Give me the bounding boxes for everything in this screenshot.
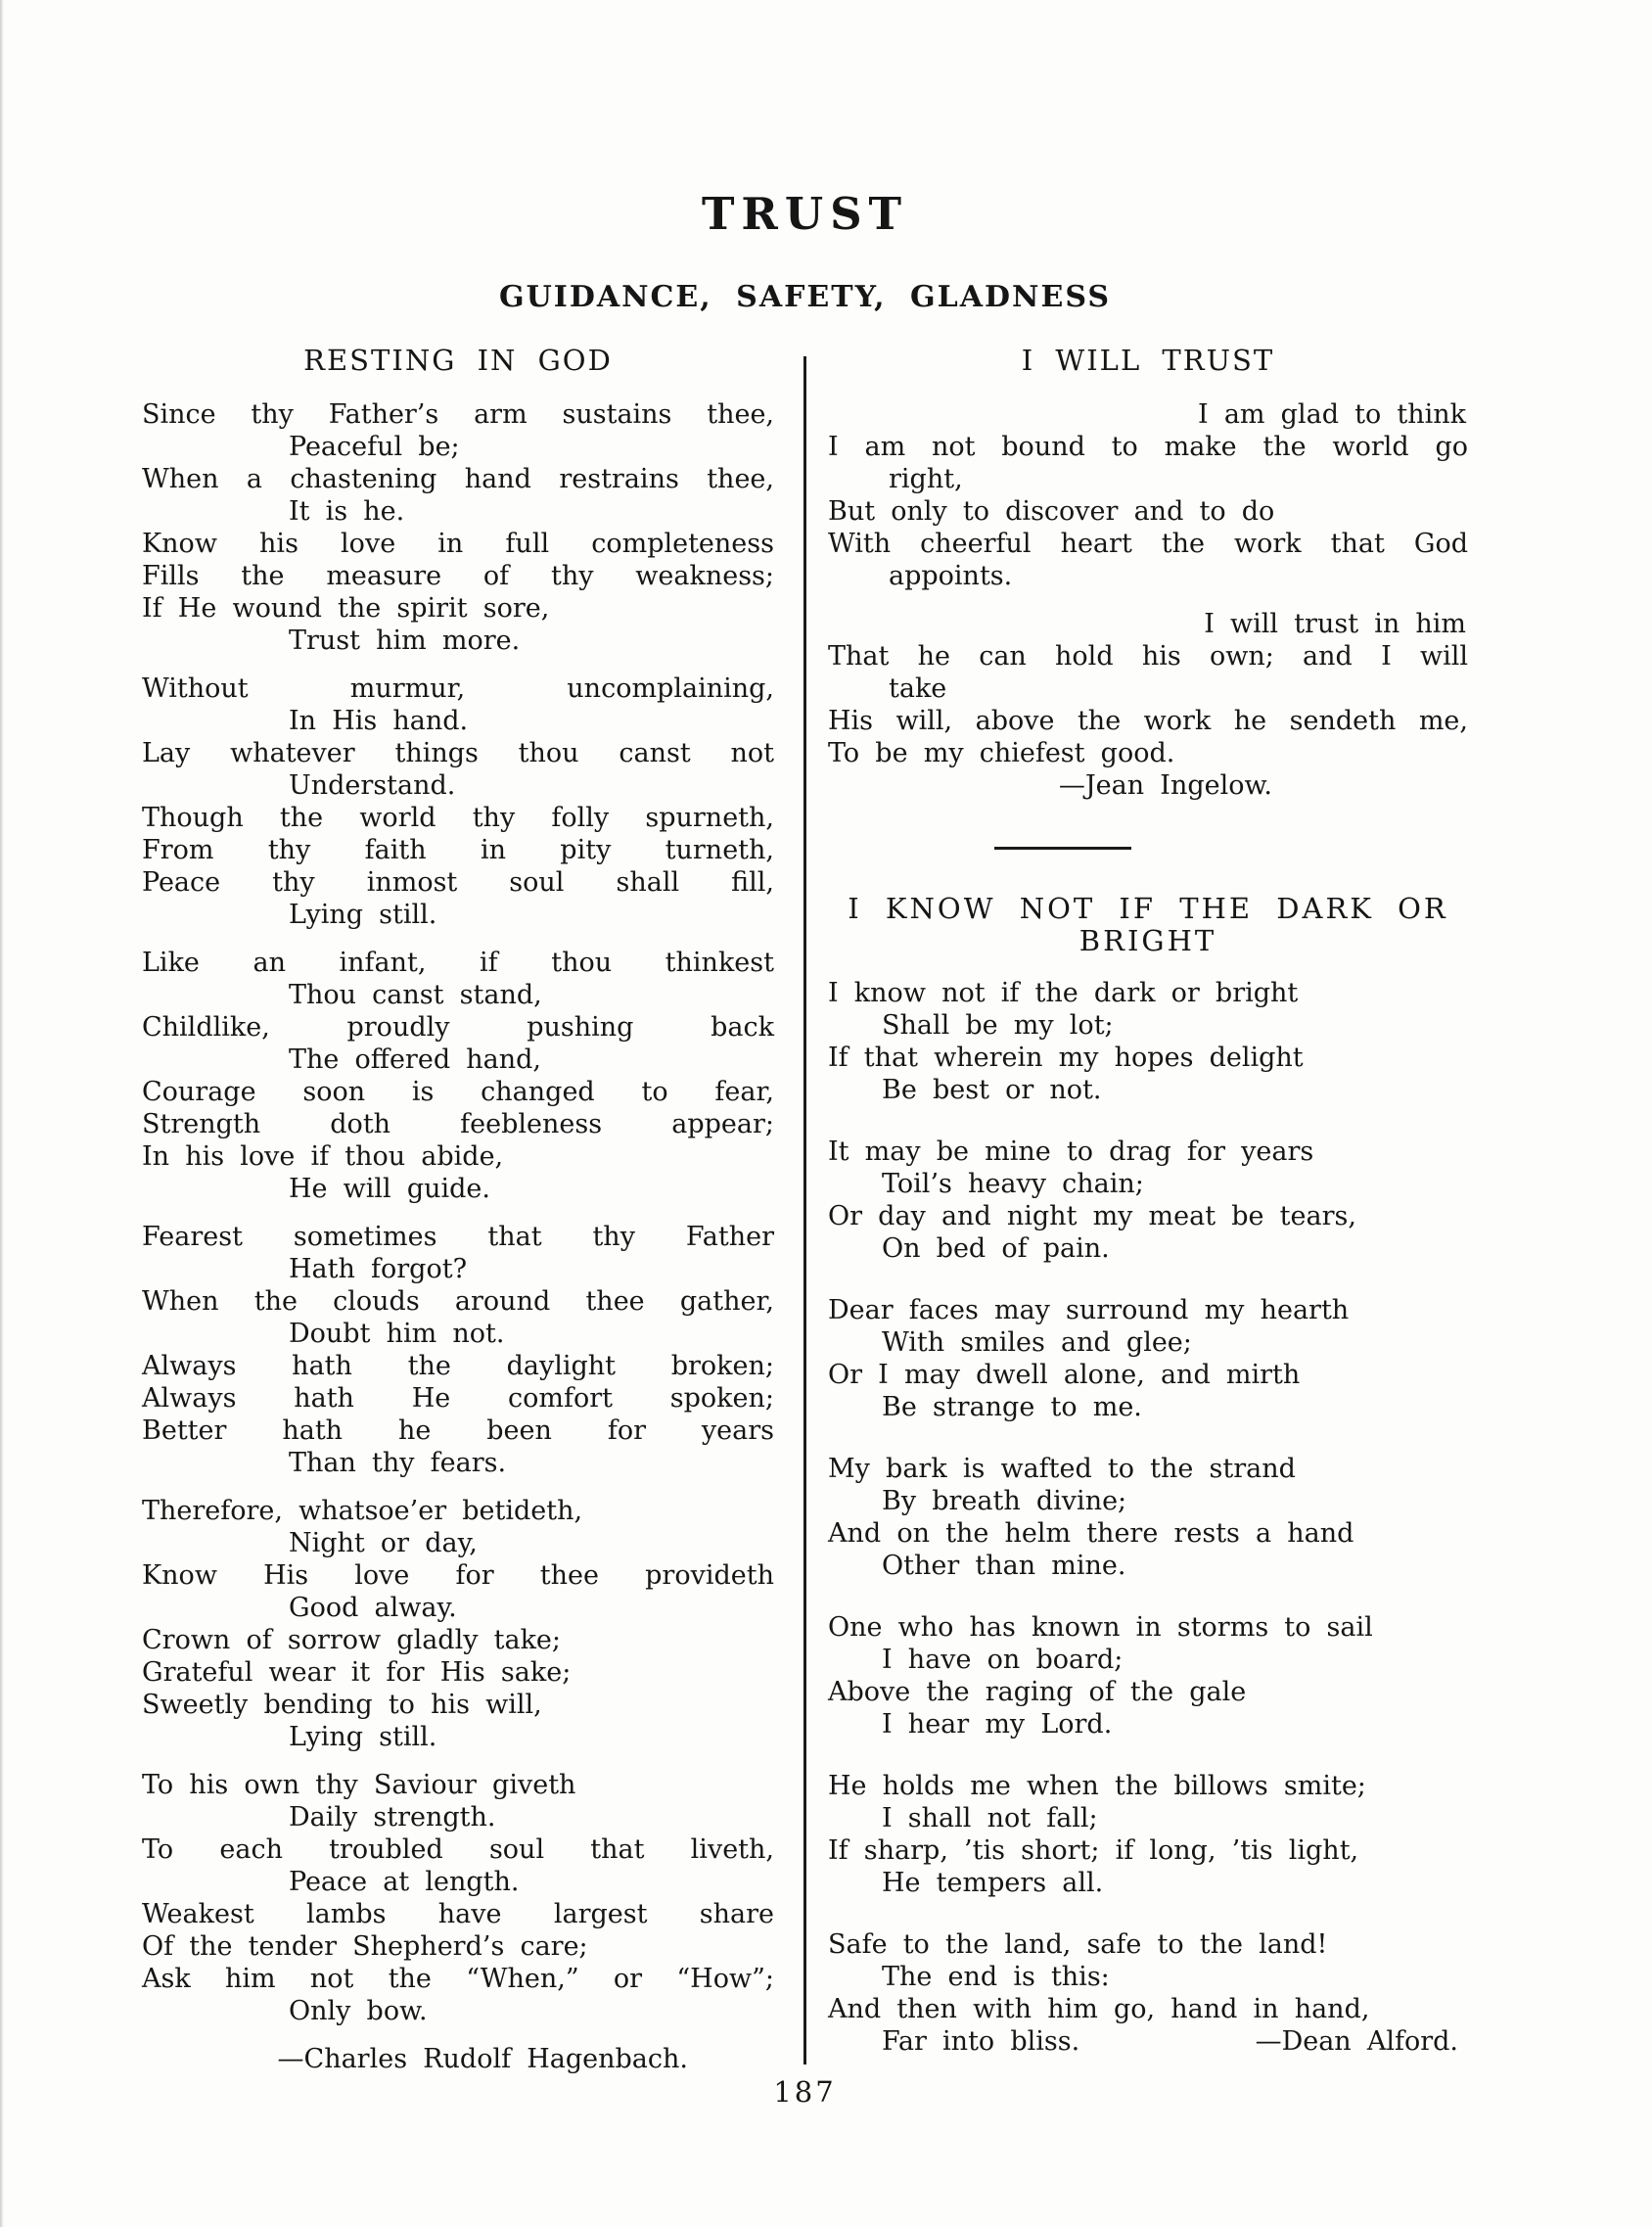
attribution: —Jean Ingelow. (1058, 770, 1272, 801)
poem-line: Grateful wear it for His sake; (142, 1657, 572, 1688)
poem-line: Or I may dwell alone, and mirth (828, 1360, 1301, 1390)
poem-line: Than thy fears. (289, 1448, 507, 1478)
poem-line: Good alway. (289, 1593, 457, 1623)
poem-line: In his love if thou abide, (142, 1141, 504, 1172)
poem-line: Peaceful be; (289, 432, 460, 462)
scan-edge-shadow (0, 0, 4, 2227)
poem-line: I am glad to think (1198, 399, 1466, 430)
poem-line: appoints. (889, 561, 1013, 591)
poem-line: Doubt him not. (289, 1319, 505, 1349)
stanza (828, 977, 1468, 1106)
poem-line: If He wound the spirit sore, (142, 593, 550, 624)
stanza (828, 1453, 1468, 1582)
poem-line: He holds me when the billows smite; (828, 1771, 1366, 1801)
stanza (142, 1495, 774, 1753)
poem-line: Or day and night my meat be tears, (828, 1201, 1356, 1231)
poem-line: I am not bound to make the world go (828, 432, 1468, 462)
poem-line: Thou canst stand, (289, 980, 542, 1010)
poem-line: From thy faith in pity turneth, (142, 835, 774, 865)
poem-line: And on the helm there rests a hand (828, 1518, 1354, 1549)
poem-line: When a chastening hand restrains thee, (142, 464, 774, 494)
poem-line: And then with him go, hand in hand, (828, 1994, 1370, 2024)
poem-line: I have on board; (882, 1645, 1124, 1675)
poem-line: With cheerful heart the work that God (828, 529, 1468, 559)
poem-line: Peace thy inmost soul shall fill, (142, 867, 774, 898)
poem-line: Toil’s heavy chain; (882, 1169, 1144, 1199)
poem-line: Above the raging of the gale (828, 1677, 1247, 1707)
poem-heading-resting-in-god: RESTING IN GOD (303, 344, 613, 377)
poem-resting-in-god (142, 398, 774, 2027)
stanza (828, 398, 1468, 592)
poem-line: Only bow. (289, 1996, 428, 2026)
poem-line: Hath forgot? (289, 1254, 468, 1284)
poem-line: Childlike, proudly pushing back (142, 1012, 774, 1043)
stanza (828, 1770, 1468, 1899)
attribution-hagenbach: —Charles Rudolf Hagenbach. (277, 2044, 688, 2074)
poem-line: Know his love in full completeness (142, 529, 774, 559)
poem-line: Since thy Father’s arm sustains thee, (142, 399, 774, 430)
poem-line: If sharp, ’tis short; if long, ’tis light, (828, 1835, 1359, 1866)
poem-line: Be best or not. (882, 1075, 1102, 1105)
poem-line: Therefore, whatsoe’er betideth, (142, 1496, 583, 1526)
poem-line: Always hath He comfort spoken; (142, 1383, 774, 1414)
poem-i-will-trust (828, 398, 1468, 802)
poem-line: Other than mine. (882, 1551, 1126, 1581)
poem-line: He tempers all. (882, 1868, 1104, 1898)
stanza (142, 673, 774, 931)
poem-line: In His hand. (289, 706, 469, 736)
poem-line: Ask him not the “When,” or “How”; (142, 1964, 774, 1994)
stanza (828, 1294, 1468, 1423)
poem-line: I will trust in him (1204, 609, 1466, 639)
poem-line: Lying still. (289, 1722, 437, 1752)
stanza (828, 1928, 1468, 2058)
poem-i-know-not (828, 977, 1468, 2058)
page-subtitle: GUIDANCE, SAFETY, GLADNESS (499, 280, 1111, 314)
poem-line: Lying still. (289, 900, 437, 930)
poem-line: right, (889, 464, 963, 494)
page-title: TRUST (701, 188, 909, 240)
poem-line: It may be mine to drag for years (828, 1137, 1314, 1167)
poem-line: Dear faces may surround my hearth (828, 1295, 1350, 1325)
poem-line: With smiles and glee; (882, 1327, 1192, 1358)
poem-line-text: Far into bliss. (882, 2026, 1080, 2057)
poem-line: He will guide. (289, 1174, 490, 1204)
poem-line: Night or day, (289, 1528, 478, 1558)
poem-line: Of the tender Shepherd’s care; (142, 1931, 588, 1962)
poem-heading-i-know-not (828, 893, 1468, 957)
poem-line: That he can hold his own; and I will (828, 641, 1468, 672)
poem-line: Always hath the daylight broken; (142, 1351, 774, 1381)
poem-line: Understand. (289, 770, 456, 801)
stanza (142, 1221, 774, 1479)
poem-line: Lay whatever things thou canst not (142, 738, 774, 768)
poem-line: Though the world thy folly spurneth, (142, 803, 774, 833)
poem-line: The offered hand, (289, 1044, 541, 1075)
poem-line: Safe to the land, safe to the land! (828, 1929, 1328, 1960)
poem-line: Be strange to me. (882, 1392, 1142, 1422)
poem-line: Sweetly bending to his will, (142, 1690, 542, 1720)
poem-line: But only to discover and to do (828, 496, 1275, 527)
poem-heading-line-2: BRIGHT (1078, 924, 1217, 957)
stanza (828, 1611, 1468, 1740)
poem-line: My bark is wafted to the strand (828, 1454, 1296, 1484)
left-column (142, 345, 774, 2075)
attribution: —Dean Alford. (1255, 2026, 1458, 2057)
stanza (142, 947, 774, 1205)
two-column-layout (142, 345, 1468, 2087)
poem-heading-i-will-trust: I WILL TRUST (1021, 344, 1275, 377)
poem-line: Fearest sometimes that thy Father (142, 1222, 774, 1252)
poem-line: take (889, 673, 947, 704)
stanza (142, 398, 774, 657)
poem-line: Better hath he been for years (142, 1415, 774, 1446)
poem-line: Strength doth feebleness appear; (142, 1109, 774, 1139)
section-separator-rule (994, 847, 1131, 850)
poem-line: To each troubled soul that liveth, (142, 1834, 774, 1865)
right-column (828, 345, 1468, 2087)
page-number: 187 (773, 2075, 837, 2109)
poem-line: By breath divine; (882, 1486, 1127, 1516)
poem-line: Know His love for thee provideth (142, 1560, 774, 1591)
poem-line: The end is this: (882, 1962, 1110, 1992)
poem-line: Weakest lambs have largest share (142, 1899, 774, 1929)
poem-line: I know not if the dark or bright (828, 978, 1299, 1008)
stanza (828, 608, 1468, 802)
poem-line (882, 2025, 1468, 2058)
poem-line: It is he. (289, 496, 405, 527)
poem-line: Peace at length. (289, 1867, 520, 1897)
poem-line: Shall be my lot; (882, 1010, 1114, 1041)
poem-line: Crown of sorrow gladly take; (142, 1625, 562, 1655)
poem-line: I shall not fall; (882, 1803, 1098, 1833)
poem-line: Daily strength. (289, 1802, 496, 1833)
stanza (142, 1769, 774, 2027)
column-divider-rule (803, 356, 806, 2065)
poem-line: When the clouds around thee gather, (142, 1286, 774, 1317)
poem-line: If that wherein my hopes delight (828, 1043, 1304, 1073)
stanza (828, 1136, 1468, 1265)
poem-line: To be my chiefest good. (828, 738, 1175, 768)
poem-line: Without murmur, uncomplaining, (142, 673, 774, 704)
poem-heading-line-1: I KNOW NOT IF THE DARK OR (848, 892, 1448, 925)
poem-line: Trust him more. (289, 626, 521, 656)
poem-line: Courage soon is changed to fear, (142, 1077, 774, 1107)
poem-line: Fills the measure of thy weakness; (142, 561, 774, 591)
poem-line: On bed of pain. (882, 1233, 1110, 1264)
poem-line: I hear my Lord. (882, 1709, 1113, 1740)
poem-line: One who has known in storms to sail (828, 1612, 1373, 1643)
poem-line: To his own thy Saviour giveth (142, 1770, 576, 1800)
poem-line: His will, above the work he sendeth me, (828, 706, 1468, 736)
poem-line: Like an infant, if thou thinkest (142, 948, 774, 978)
